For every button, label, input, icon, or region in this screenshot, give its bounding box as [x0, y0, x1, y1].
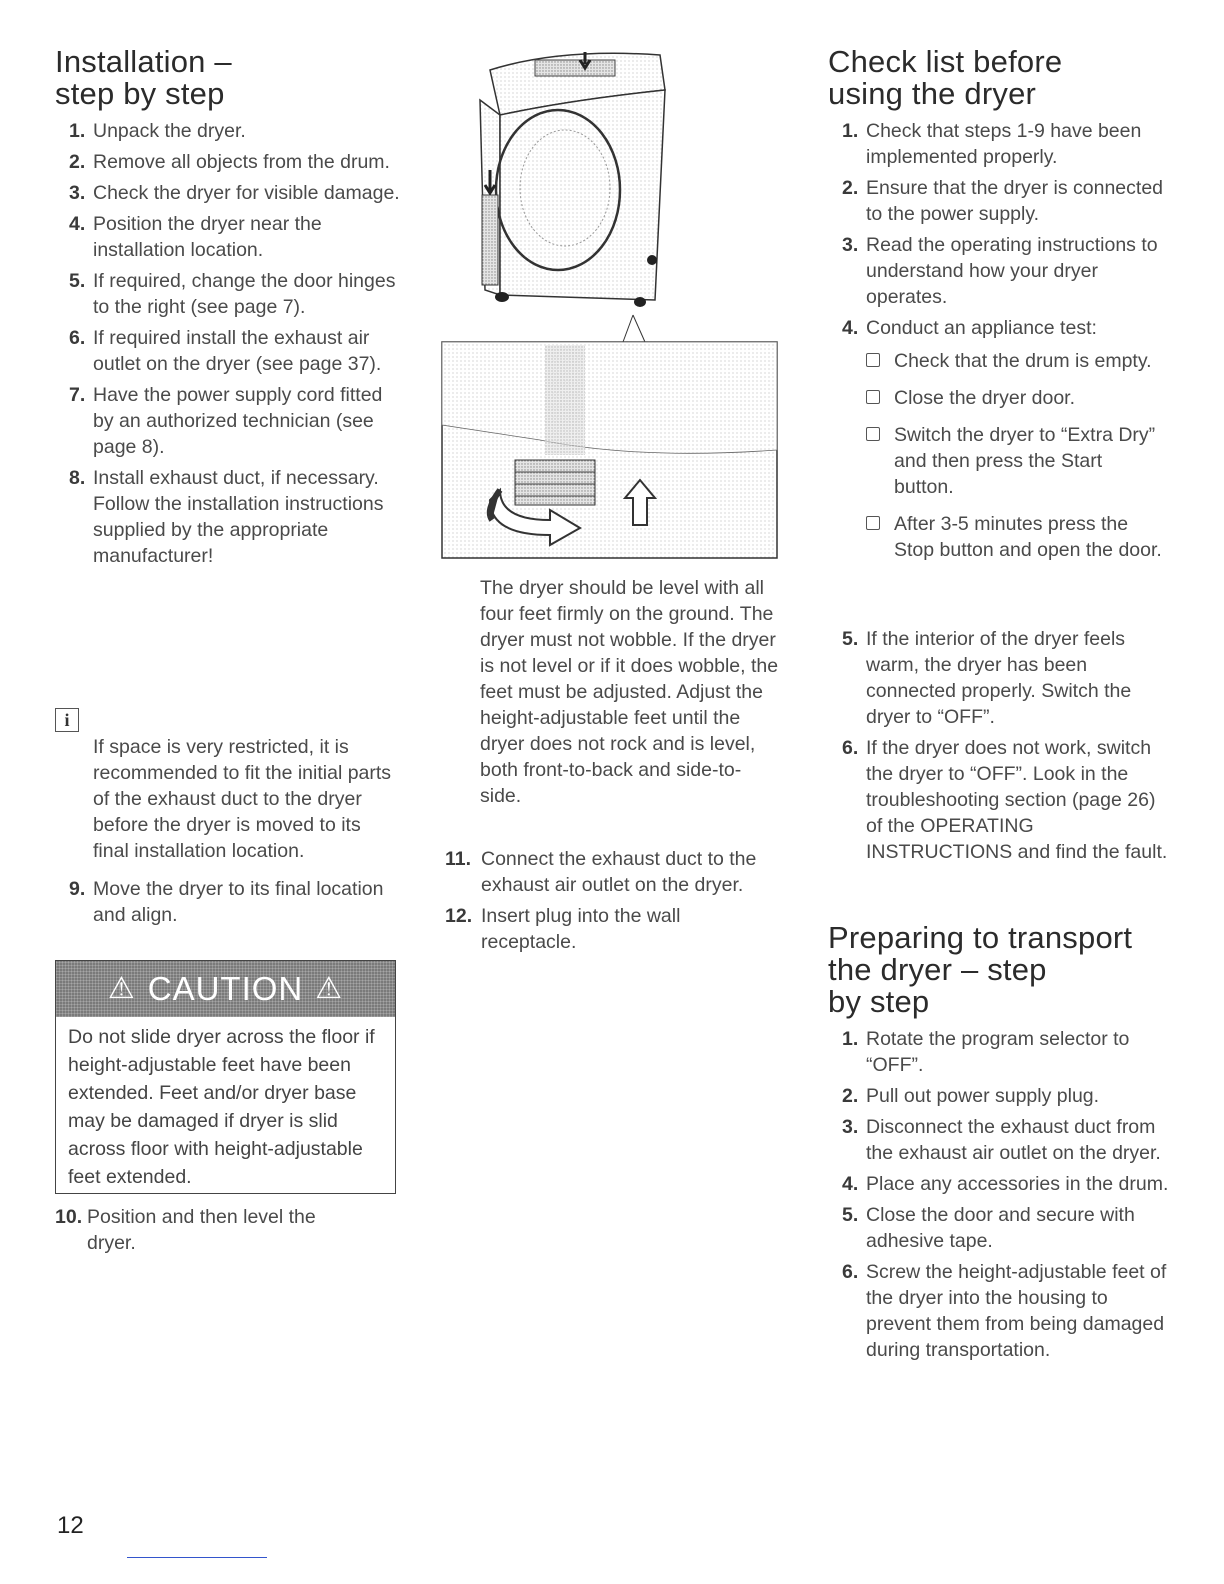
installation-title: Installation – step by step	[55, 44, 232, 111]
check-item: Switch the dryer to “Extra Dry” and then press the Start button.	[866, 422, 1166, 500]
list-item: 2. Remove all objects from the drum.	[69, 151, 390, 173]
checkbox-icon	[866, 390, 880, 404]
info-note: If space is very restricted, it is recommended to fit the initial parts of the exhaust duct to the dryer before the dryer is moved to its final installation location.	[93, 736, 392, 862]
list-item: 5. If required, change the door hinges to the right (see page 7).	[69, 270, 396, 318]
list-item: 11. Connect the exhaust duct to the exhaust air outlet on the dryer.	[445, 848, 757, 896]
list-item: 7. Have the power supply cord fitted by an authorized technician (see page 8).	[69, 384, 383, 458]
installation-steps-continued	[431, 846, 776, 955]
list-item: 1. Unpack the dryer.	[69, 120, 246, 142]
checkbox-icon	[866, 353, 880, 367]
appliance-test-checks	[866, 348, 1166, 563]
list-item: 3. Read the operating instructions to understand how your dryer operates.	[842, 234, 1158, 308]
check-item: Close the dryer door.	[866, 385, 1166, 411]
transport-steps	[828, 1026, 1173, 1363]
caution-text: Do not slide dryer across the floor if height-adjustable feet have been extended. Feet and/or dryer base may be damaged if dryer is slid across floor with height-adjustable feet extended.	[68, 1026, 375, 1188]
list-item: 5. Close the door and secure with adhesive tape.	[842, 1204, 1135, 1252]
list-item: 6. Screw the height-adjustable feet of the dryer into the housing to prevent them from being damaged during transportation.	[842, 1261, 1167, 1361]
info-icon: i	[55, 708, 79, 732]
footer-rule	[127, 1557, 267, 1558]
list-item: 6. If the dryer does not work, switch the dryer to “OFF”. Look in the troubleshooting section (page 26) of the OPERATING INSTRUCTIONS and find the fault.	[842, 737, 1168, 863]
installation-step-9	[55, 876, 400, 928]
installation-step-10	[41, 1204, 361, 1256]
checklist-steps-continued	[828, 626, 1168, 865]
check-item: After 3-5 minutes press the Stop button and open the door.	[866, 511, 1166, 563]
list-item: 6. If required install the exhaust air outlet on the dryer (see page 37).	[69, 327, 382, 375]
list-item: 4. Conduct an appliance test:	[842, 317, 1097, 339]
caution-box	[55, 960, 396, 1194]
list-item: 10. Position and then level the dryer.	[55, 1206, 316, 1254]
warning-triangle-icon: ⚠	[107, 972, 136, 1005]
list-item: 5. If the interior of the dryer feels warm, the dryer has been connected properly. Switch the dryer to “OFF”.	[842, 628, 1132, 728]
caution-header: ⚠ CAUTION ⚠	[56, 961, 395, 1017]
checkbox-icon	[866, 427, 880, 441]
installation-steps	[55, 118, 400, 569]
list-item: 8. Install exhaust duct, if necessary. Follow the installation instructions supplied by the appropriate manufacturer!	[69, 467, 384, 567]
checklist-steps	[828, 118, 1178, 341]
list-item: 3. Disconnect the exhaust duct from the exhaust air outlet on the dryer.	[842, 1116, 1161, 1164]
dryer-illustration	[440, 40, 780, 560]
list-item: 12. Insert plug into the wall receptacle.	[445, 905, 681, 953]
list-item: 1. Rotate the program selector to “OFF”.	[842, 1028, 1130, 1076]
list-item: 4. Place any accessories in the drum.	[842, 1173, 1169, 1195]
check-item: Check that the drum is empty.	[866, 348, 1166, 374]
list-item: 9. Move the dryer to its final location and align.	[69, 878, 384, 926]
checkbox-icon	[866, 516, 880, 530]
warning-triangle-icon: ⚠	[315, 972, 344, 1005]
page-number: 12	[57, 1512, 84, 1539]
list-item: 2. Pull out power supply plug.	[842, 1085, 1100, 1107]
list-item: 1. Check that steps 1-9 have been implemented properly.	[842, 120, 1142, 168]
list-item: 3. Check the dryer for visible damage.	[69, 182, 400, 204]
checklist-title: Check list before using the dryer	[828, 44, 1063, 111]
list-item: 4. Position the dryer near the installation location.	[69, 213, 322, 261]
transport-title: Preparing to transport the dryer – step by step	[828, 920, 1133, 1019]
list-item: 2. Ensure that the dryer is connected to the power supply.	[842, 177, 1164, 225]
level-paragraph: The dryer should be level with all four feet firmly on the ground. The dryer must not wobble. If the dryer is not level or if it does wobble, the feet must be adjusted. Adjust the height-adjustable feet until the dryer does not rock and is level, both front-to-back and side-to-side.	[480, 577, 779, 807]
